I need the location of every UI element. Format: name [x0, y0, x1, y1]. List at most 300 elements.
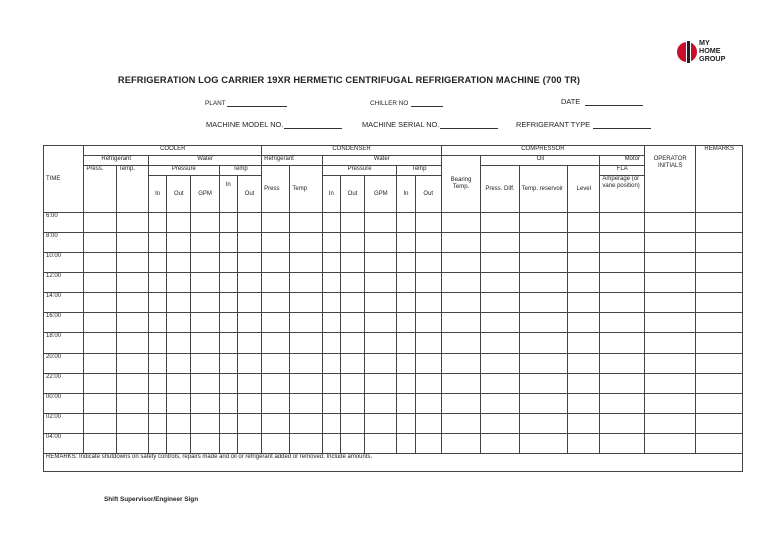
entry-cell[interactable] — [600, 433, 644, 453]
entry-cell[interactable] — [237, 373, 261, 393]
entry-cell[interactable] — [340, 353, 364, 373]
oil-header: Oil — [481, 156, 600, 166]
entry-cell[interactable] — [397, 293, 415, 313]
entry-cell[interactable] — [519, 433, 567, 453]
machine-model-field[interactable] — [206, 120, 342, 129]
entry-cell[interactable] — [237, 293, 261, 313]
entry-cell[interactable] — [441, 333, 480, 353]
entry-cell[interactable] — [237, 213, 261, 233]
entry-cell[interactable] — [415, 333, 441, 353]
entry-cell[interactable] — [415, 433, 441, 453]
entry-cell[interactable] — [219, 313, 237, 333]
refrigerant-type-field[interactable] — [516, 120, 651, 129]
entry-cell[interactable] — [290, 433, 322, 453]
entry-cell[interactable] — [191, 393, 219, 413]
entry-cell[interactable] — [149, 413, 167, 433]
log-row — [44, 433, 743, 453]
entry-cell[interactable] — [365, 373, 397, 393]
entry-cell[interactable] — [322, 213, 340, 233]
entry-cell[interactable] — [84, 293, 116, 313]
entry-cell[interactable] — [84, 333, 116, 353]
entry-cell[interactable] — [340, 373, 364, 393]
entry-cell[interactable] — [191, 413, 219, 433]
entry-cell[interactable] — [149, 233, 167, 253]
entry-cell[interactable] — [191, 293, 219, 313]
entry-cell[interactable] — [340, 313, 364, 333]
entry-cell[interactable] — [568, 333, 600, 353]
entry-cell[interactable] — [84, 393, 116, 413]
condenser-pressure-out-header: Out — [340, 176, 364, 213]
entry-cell[interactable] — [340, 433, 364, 453]
entry-cell[interactable] — [441, 273, 480, 293]
entry-cell[interactable] — [600, 413, 644, 433]
entry-cell[interactable] — [116, 413, 148, 433]
machine-model-label: MACHINE MODEL NO. — [206, 120, 284, 129]
entry-cell[interactable] — [696, 333, 743, 353]
time-cell: 22:00 — [44, 373, 84, 393]
entry-cell[interactable] — [481, 273, 519, 293]
entry-cell[interactable] — [365, 273, 397, 293]
entry-cell[interactable] — [481, 333, 519, 353]
entry-cell[interactable] — [167, 413, 191, 433]
entry-cell[interactable] — [262, 273, 290, 293]
entry-cell[interactable] — [519, 213, 567, 233]
entry-cell[interactable] — [290, 373, 322, 393]
entry-cell[interactable] — [340, 293, 364, 313]
entry-cell[interactable] — [397, 313, 415, 333]
remarks-header: REMARKS — [696, 146, 743, 213]
entry-cell[interactable] — [149, 393, 167, 413]
entry-cell[interactable] — [696, 273, 743, 293]
entry-cell[interactable] — [481, 213, 519, 233]
entry-cell[interactable] — [237, 313, 261, 333]
entry-cell[interactable] — [322, 373, 340, 393]
entry-cell[interactable] — [415, 273, 441, 293]
entry-cell[interactable] — [219, 273, 237, 293]
entry-cell[interactable] — [481, 413, 519, 433]
entry-cell[interactable] — [519, 233, 567, 253]
entry-cell[interactable] — [696, 233, 743, 253]
entry-cell[interactable] — [644, 313, 696, 333]
entry-cell[interactable] — [290, 293, 322, 313]
entry-cell[interactable] — [365, 333, 397, 353]
entry-cell[interactable] — [441, 213, 480, 233]
entry-cell[interactable] — [290, 393, 322, 413]
entry-cell[interactable] — [219, 233, 237, 253]
entry-cell[interactable] — [149, 293, 167, 313]
entry-cell[interactable] — [415, 213, 441, 233]
entry-cell[interactable] — [322, 273, 340, 293]
entry-cell[interactable] — [696, 353, 743, 373]
entry-cell[interactable] — [441, 373, 480, 393]
entry-cell[interactable] — [397, 333, 415, 353]
entry-cell[interactable] — [322, 413, 340, 433]
entry-cell[interactable] — [322, 233, 340, 253]
entry-cell[interactable] — [290, 333, 322, 353]
entry-cell[interactable] — [481, 253, 519, 273]
entry-cell[interactable] — [340, 213, 364, 233]
condenser-temp-in-header: In — [397, 176, 415, 213]
entry-cell[interactable] — [441, 293, 480, 313]
entry-cell[interactable] — [441, 313, 480, 333]
entry-cell[interactable] — [116, 293, 148, 313]
entry-cell[interactable] — [644, 393, 696, 413]
entry-cell[interactable] — [167, 353, 191, 373]
entry-cell[interactable] — [191, 213, 219, 233]
entry-cell[interactable] — [191, 433, 219, 453]
entry-cell[interactable] — [644, 353, 696, 373]
log-row — [44, 233, 743, 253]
entry-cell[interactable] — [481, 313, 519, 333]
entry-cell[interactable] — [167, 433, 191, 453]
entry-cell[interactable] — [340, 413, 364, 433]
entry-cell[interactable] — [149, 433, 167, 453]
entry-cell[interactable] — [84, 253, 116, 273]
entry-cell[interactable] — [441, 353, 480, 373]
time-cell: 20:00 — [44, 353, 84, 373]
cooler-pressure-header: Pressure — [149, 166, 220, 176]
machine-serial-field[interactable] — [362, 120, 498, 129]
entry-cell[interactable] — [340, 253, 364, 273]
entry-cell[interactable] — [191, 333, 219, 353]
entry-cell[interactable] — [696, 433, 743, 453]
entry-cell[interactable] — [322, 293, 340, 313]
log-row — [44, 293, 743, 313]
entry-cell[interactable] — [519, 393, 567, 413]
entry-cell[interactable] — [441, 253, 480, 273]
entry-cell[interactable] — [568, 373, 600, 393]
entry-cell[interactable] — [322, 393, 340, 413]
entry-cell[interactable] — [149, 333, 167, 353]
entry-cell[interactable] — [415, 393, 441, 413]
entry-cell[interactable] — [84, 413, 116, 433]
entry-cell[interactable] — [600, 353, 644, 373]
entry-cell[interactable] — [696, 313, 743, 333]
entry-cell[interactable] — [262, 253, 290, 273]
entry-cell[interactable] — [84, 273, 116, 293]
press-diff-header: Press. Diff. — [481, 166, 519, 213]
entry-cell[interactable] — [600, 393, 644, 413]
entry-cell[interactable] — [290, 253, 322, 273]
entry-cell[interactable] — [568, 433, 600, 453]
entry-cell[interactable] — [290, 313, 322, 333]
entry-cell[interactable] — [237, 393, 261, 413]
logo-mark-icon — [676, 38, 700, 66]
entry-cell[interactable] — [568, 413, 600, 433]
entry-cell[interactable] — [519, 373, 567, 393]
entry-cell[interactable] — [600, 313, 644, 333]
entry-cell[interactable] — [219, 333, 237, 353]
entry-cell[interactable] — [696, 393, 743, 413]
entry-cell[interactable] — [116, 273, 148, 293]
plant-field[interactable] — [205, 99, 287, 107]
entry-cell[interactable] — [340, 273, 364, 293]
entry-cell[interactable] — [397, 413, 415, 433]
entry-cell[interactable] — [340, 233, 364, 253]
time-header: TIME — [44, 146, 84, 213]
entry-cell[interactable] — [441, 233, 480, 253]
company-logo — [676, 38, 736, 68]
entry-cell[interactable] — [116, 213, 148, 233]
entry-cell[interactable] — [219, 433, 237, 453]
entry-cell[interactable] — [84, 213, 116, 233]
entry-cell[interactable] — [262, 233, 290, 253]
entry-cell[interactable] — [415, 413, 441, 433]
entry-cell[interactable] — [290, 233, 322, 253]
entry-cell[interactable] — [167, 233, 191, 253]
entry-cell[interactable] — [340, 333, 364, 353]
entry-cell[interactable] — [365, 413, 397, 433]
entry-cell[interactable] — [644, 433, 696, 453]
entry-cell[interactable] — [167, 373, 191, 393]
entry-cell[interactable] — [191, 373, 219, 393]
entry-cell[interactable] — [290, 213, 322, 233]
entry-cell[interactable] — [644, 293, 696, 313]
entry-cell[interactable] — [237, 333, 261, 353]
condenser-temp-out-header: Out — [415, 176, 441, 213]
time-cell: 18:00 — [44, 333, 84, 353]
entry-cell[interactable] — [84, 373, 116, 393]
amperage-header: Amperage (or vane position) — [600, 176, 644, 213]
entry-cell[interactable] — [262, 293, 290, 313]
entry-cell[interactable] — [262, 413, 290, 433]
entry-cell[interactable] — [644, 253, 696, 273]
entry-cell[interactable] — [262, 433, 290, 453]
entry-cell[interactable] — [481, 293, 519, 313]
entry-cell[interactable] — [219, 213, 237, 233]
log-row — [44, 353, 743, 373]
cooler-pressure-in-header: In — [149, 176, 167, 213]
entry-cell[interactable] — [167, 293, 191, 313]
entry-cell[interactable] — [519, 313, 567, 333]
entry-cell[interactable] — [568, 393, 600, 413]
entry-cell[interactable] — [365, 233, 397, 253]
entry-cell[interactable] — [696, 253, 743, 273]
entry-cell[interactable] — [365, 213, 397, 233]
entry-cell[interactable] — [219, 413, 237, 433]
time-cell: 04:00 — [44, 433, 84, 453]
entry-cell[interactable] — [568, 253, 600, 273]
date-field[interactable] — [561, 97, 643, 106]
log-row — [44, 393, 743, 413]
entry-cell[interactable] — [167, 273, 191, 293]
entry-cell[interactable] — [84, 313, 116, 333]
entry-cell[interactable] — [167, 333, 191, 353]
entry-cell[interactable] — [219, 393, 237, 413]
entry-cell[interactable] — [191, 233, 219, 253]
entry-cell[interactable] — [167, 253, 191, 273]
entry-cell[interactable] — [262, 313, 290, 333]
entry-cell[interactable] — [116, 333, 148, 353]
entry-cell[interactable] — [365, 253, 397, 273]
entry-cell[interactable] — [219, 373, 237, 393]
time-cell: 16:00 — [44, 313, 84, 333]
entry-cell[interactable] — [167, 313, 191, 333]
entry-cell[interactable] — [116, 433, 148, 453]
logo-text: MY HOME GROUP — [699, 38, 726, 63]
entry-cell[interactable] — [116, 233, 148, 253]
entry-cell[interactable] — [237, 353, 261, 373]
entry-cell[interactable] — [149, 373, 167, 393]
entry-cell[interactable] — [149, 313, 167, 333]
entry-cell[interactable] — [262, 373, 290, 393]
entry-cell[interactable] — [322, 333, 340, 353]
entry-cell[interactable] — [219, 253, 237, 273]
entry-cell[interactable] — [397, 433, 415, 453]
entry-cell[interactable] — [600, 233, 644, 253]
entry-cell[interactable] — [415, 313, 441, 333]
entry-cell[interactable] — [519, 413, 567, 433]
entry-cell[interactable] — [568, 273, 600, 293]
log-row — [44, 333, 743, 353]
entry-cell[interactable] — [644, 233, 696, 253]
cooler-press-header: Press. — [84, 166, 116, 213]
entry-cell[interactable] — [696, 413, 743, 433]
entry-cell[interactable] — [262, 353, 290, 373]
entry-cell[interactable] — [481, 233, 519, 253]
entry-cell[interactable] — [365, 293, 397, 313]
entry-cell[interactable] — [237, 253, 261, 273]
entry-cell[interactable] — [116, 313, 148, 333]
entry-cell[interactable] — [340, 393, 364, 413]
entry-cell[interactable] — [237, 273, 261, 293]
entry-cell[interactable] — [237, 233, 261, 253]
cooler-pressure-out-header: Out — [167, 176, 191, 213]
entry-cell[interactable] — [568, 233, 600, 253]
entry-cell[interactable] — [644, 213, 696, 233]
entry-cell[interactable] — [116, 253, 148, 273]
entry-cell[interactable] — [397, 393, 415, 413]
entry-cell[interactable] — [365, 313, 397, 333]
entry-cell[interactable] — [149, 253, 167, 273]
entry-cell[interactable] — [415, 353, 441, 373]
entry-cell[interactable] — [365, 393, 397, 413]
log-row — [44, 273, 743, 293]
entry-cell[interactable] — [219, 353, 237, 373]
entry-cell[interactable] — [397, 253, 415, 273]
entry-cell[interactable] — [116, 373, 148, 393]
entry-cell[interactable] — [397, 233, 415, 253]
entry-cell[interactable] — [365, 433, 397, 453]
entry-cell[interactable] — [519, 353, 567, 373]
entry-cell[interactable] — [290, 413, 322, 433]
entry-cell[interactable] — [84, 233, 116, 253]
entry-cell[interactable] — [84, 433, 116, 453]
condenser-refrigerant-header: Refrigerant — [262, 156, 323, 166]
entry-cell[interactable] — [519, 273, 567, 293]
entry-cell[interactable] — [644, 273, 696, 293]
entry-cell[interactable] — [644, 373, 696, 393]
entry-cell[interactable] — [262, 213, 290, 233]
entry-cell[interactable] — [149, 353, 167, 373]
entry-cell[interactable] — [237, 413, 261, 433]
entry-cell[interactable] — [167, 393, 191, 413]
entry-cell[interactable] — [397, 213, 415, 233]
entry-cell[interactable] — [441, 413, 480, 433]
entry-cell[interactable] — [237, 433, 261, 453]
entry-cell[interactable] — [481, 433, 519, 453]
entry-cell[interactable] — [415, 373, 441, 393]
entry-cell[interactable] — [290, 353, 322, 373]
cooler-temp-header: Temp. — [116, 166, 148, 213]
entry-cell[interactable] — [191, 353, 219, 373]
entry-cell[interactable] — [397, 373, 415, 393]
time-cell: 8:00 — [44, 233, 84, 253]
entry-cell[interactable] — [149, 273, 167, 293]
entry-cell[interactable] — [397, 353, 415, 373]
entry-cell[interactable] — [290, 273, 322, 293]
entry-cell[interactable] — [322, 433, 340, 453]
chiller-no-field[interactable] — [370, 99, 443, 107]
entry-cell[interactable] — [481, 373, 519, 393]
time-cell: 14:00 — [44, 293, 84, 313]
entry-cell[interactable] — [415, 293, 441, 313]
entry-cell[interactable] — [600, 373, 644, 393]
time-cell: 02:00 — [44, 413, 84, 433]
entry-cell[interactable] — [481, 353, 519, 373]
entry-cell[interactable] — [262, 333, 290, 353]
date-label: DATE — [561, 97, 581, 106]
entry-cell[interactable] — [116, 393, 148, 413]
entry-cell[interactable] — [600, 213, 644, 233]
entry-cell[interactable] — [415, 253, 441, 273]
entry-cell[interactable] — [568, 293, 600, 313]
entry-cell[interactable] — [84, 353, 116, 373]
cooler-water-header: Water — [149, 156, 262, 166]
entry-cell[interactable] — [322, 353, 340, 373]
entry-cell[interactable] — [322, 253, 340, 273]
entry-cell[interactable] — [568, 353, 600, 373]
entry-cell[interactable] — [116, 353, 148, 373]
time-cell: 00:00 — [44, 393, 84, 413]
entry-cell[interactable] — [568, 213, 600, 233]
refrigerant-type-label: REFRIGERANT TYPE — [516, 120, 591, 129]
entry-cell[interactable] — [167, 213, 191, 233]
entry-cell[interactable] — [644, 333, 696, 353]
entry-cell[interactable] — [481, 393, 519, 413]
entry-cell[interactable] — [191, 313, 219, 333]
entry-cell[interactable] — [365, 353, 397, 373]
entry-cell[interactable] — [600, 293, 644, 313]
entry-cell[interactable] — [696, 373, 743, 393]
entry-cell[interactable] — [696, 293, 743, 313]
condenser-water-header: Water — [322, 156, 441, 166]
entry-cell[interactable] — [191, 253, 219, 273]
entry-cell[interactable] — [441, 393, 480, 413]
entry-cell[interactable] — [644, 413, 696, 433]
entry-cell[interactable] — [568, 313, 600, 333]
entry-cell[interactable] — [519, 293, 567, 313]
entry-cell[interactable] — [397, 273, 415, 293]
entry-cell[interactable] — [149, 213, 167, 233]
bearing-temp-header: Bearing Temp. — [441, 156, 480, 213]
chiller-no-label: CHILLER NO — [370, 100, 409, 107]
entry-cell[interactable] — [696, 213, 743, 233]
entry-cell[interactable] — [600, 333, 644, 353]
entry-cell[interactable] — [441, 433, 480, 453]
entry-cell[interactable] — [415, 233, 441, 253]
entry-cell[interactable] — [519, 333, 567, 353]
condenser-pressure-in-header: In — [322, 176, 340, 213]
entry-cell[interactable] — [519, 253, 567, 273]
entry-cell[interactable] — [322, 313, 340, 333]
entry-cell[interactable] — [191, 273, 219, 293]
entry-cell[interactable] — [262, 393, 290, 413]
entry-cell[interactable] — [600, 273, 644, 293]
entry-cell[interactable] — [600, 253, 644, 273]
entry-cell[interactable] — [219, 293, 237, 313]
cooler-water-temp-header: Temp — [219, 166, 261, 176]
